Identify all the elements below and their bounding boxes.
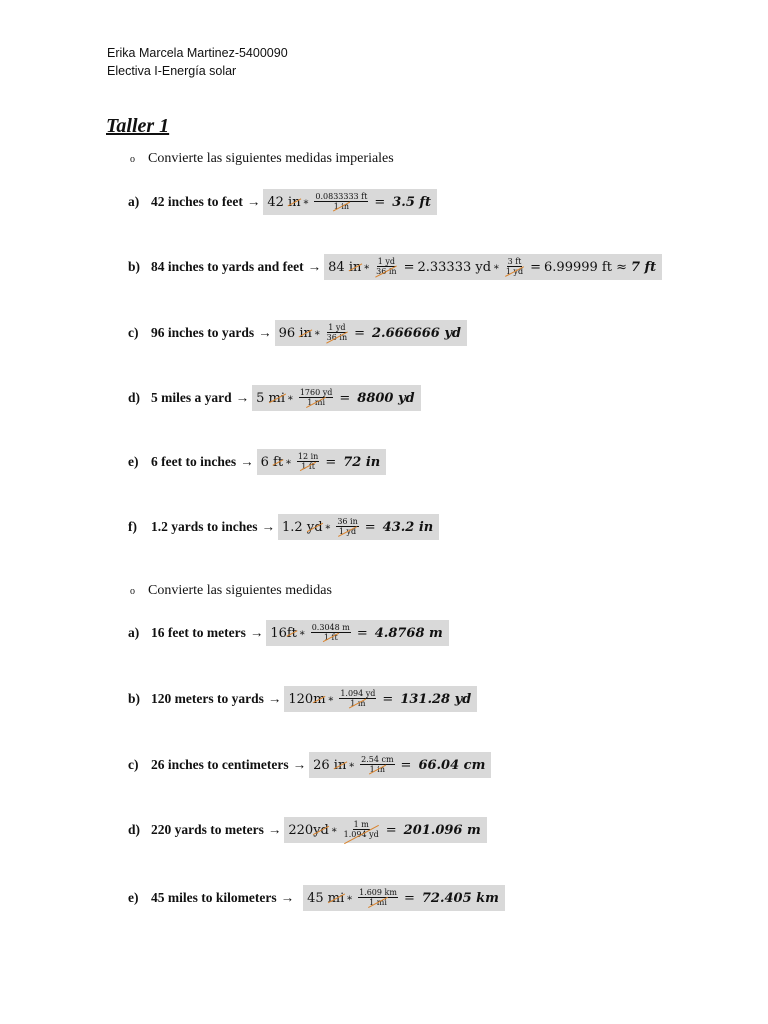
fraction-numerator: 0.3048 m bbox=[311, 622, 350, 632]
times-icon: ∗ bbox=[493, 261, 500, 273]
item-letter: e) bbox=[128, 454, 139, 469]
arrow-icon: → bbox=[280, 890, 295, 905]
eq-result: 131.28 yd bbox=[400, 691, 472, 707]
fraction-numerator: 1 yd bbox=[377, 256, 395, 266]
item-question: 42 inches to feet bbox=[151, 194, 243, 209]
author-line: Erika Marcela Martinez-5400090 bbox=[107, 46, 288, 60]
item-letter: b) bbox=[128, 691, 141, 706]
eq-intermediate: 2.33333 yd bbox=[417, 259, 492, 275]
fraction-denominator: 1 yd bbox=[338, 526, 357, 536]
equals-sign: = bbox=[385, 822, 397, 838]
item-question: 5 miles a yard bbox=[151, 390, 232, 405]
fraction-denominator: 36 in bbox=[326, 332, 348, 342]
equation bbox=[278, 514, 439, 540]
eq-result: 72 in bbox=[343, 454, 381, 470]
eq-unit: in bbox=[333, 757, 347, 773]
equals-sign: = bbox=[530, 259, 542, 275]
item-question: 96 inches to yards bbox=[151, 325, 255, 340]
arrow-icon: → bbox=[240, 454, 254, 469]
eq-unit: ft bbox=[286, 625, 297, 641]
fraction-numerator: 1.609 km bbox=[359, 887, 397, 897]
list-item bbox=[128, 817, 487, 843]
fraction-denominator: 1 in bbox=[333, 201, 350, 211]
fraction bbox=[297, 452, 319, 471]
fraction bbox=[314, 192, 368, 211]
times-icon: ∗ bbox=[285, 456, 292, 468]
fraction-denominator: 1 yd bbox=[505, 266, 524, 276]
fraction-numerator: 0.0833333 ft bbox=[315, 191, 368, 201]
eq-result: 43.2 in bbox=[382, 519, 434, 535]
eq-value: 5 bbox=[256, 390, 265, 406]
fraction-denominator: 36 in bbox=[376, 266, 397, 276]
fraction-denominator: 1 m bbox=[350, 698, 366, 708]
eq-value: 42 bbox=[267, 194, 284, 210]
fraction-denominator: 1.094 yd bbox=[343, 829, 379, 839]
list-item bbox=[128, 686, 477, 712]
times-icon: ∗ bbox=[287, 392, 294, 404]
item-letter: a) bbox=[128, 625, 140, 640]
item-letter: c) bbox=[128, 325, 139, 340]
fraction bbox=[326, 323, 348, 342]
fraction-numerator: 3 ft bbox=[507, 256, 522, 266]
fraction-numerator: 1.094 yd bbox=[340, 688, 376, 698]
equation bbox=[263, 189, 437, 215]
item-question: 84 inches to yards and feet bbox=[151, 259, 304, 274]
equals-sign: = bbox=[400, 757, 412, 773]
fraction-denominator: 1 mi bbox=[307, 397, 325, 407]
fraction bbox=[505, 257, 524, 276]
fraction bbox=[311, 623, 351, 642]
item-letter: e) bbox=[128, 890, 139, 905]
eq-result: 201.096 m bbox=[403, 822, 481, 838]
times-icon: ∗ bbox=[346, 892, 354, 904]
item-question: 45 miles to kilometers bbox=[151, 890, 277, 905]
arrow-icon: → bbox=[267, 822, 282, 837]
eq-unit: mi bbox=[268, 390, 286, 406]
list-item bbox=[128, 449, 386, 475]
eq-value: 45 bbox=[307, 890, 324, 906]
eq-value: 96 bbox=[278, 325, 296, 341]
eq-value: 26 bbox=[313, 757, 330, 773]
section-bullet bbox=[130, 151, 394, 167]
eq-unit: in bbox=[299, 325, 312, 341]
times-icon: ∗ bbox=[327, 693, 335, 705]
fraction-numerator: 1 m bbox=[353, 819, 369, 829]
equals-sign: = bbox=[339, 390, 351, 406]
eq-value: 84 bbox=[328, 259, 345, 275]
item-question: 220 yards to meters bbox=[151, 822, 264, 837]
item-letter: c) bbox=[128, 757, 139, 772]
fraction bbox=[358, 888, 398, 907]
arrow-icon: → bbox=[246, 194, 261, 209]
eq-unit: yd bbox=[313, 822, 329, 838]
list-item bbox=[128, 189, 437, 215]
item-letter: d) bbox=[128, 822, 141, 837]
eq-unit: in bbox=[348, 259, 362, 275]
fraction-numerator: 12 in bbox=[297, 451, 319, 461]
eq-result: 72.405 km bbox=[421, 890, 499, 906]
item-question: 1.2 yards to inches bbox=[151, 519, 258, 534]
fraction-numerator: 36 in bbox=[337, 516, 358, 526]
item-question: 120 meters to yards bbox=[151, 691, 264, 706]
list-item bbox=[128, 320, 467, 346]
item-letter: b) bbox=[128, 259, 141, 274]
bullet-circle-icon: o bbox=[130, 153, 135, 165]
bullet-text: Convierte las siguientes medidas imperiales bbox=[148, 151, 394, 166]
item-letter: a) bbox=[128, 194, 140, 209]
times-icon: ∗ bbox=[313, 327, 321, 339]
fraction-numerator: 1 yd bbox=[328, 322, 346, 332]
eq-result: 4.8768 m bbox=[374, 625, 443, 641]
fraction bbox=[375, 257, 397, 276]
fraction-denominator: 1 mi bbox=[369, 897, 387, 907]
arrow-icon: → bbox=[292, 757, 307, 772]
eq-value: 1.2 bbox=[282, 519, 303, 535]
eq-unit: in bbox=[288, 194, 301, 210]
equals-sign: = bbox=[356, 625, 368, 641]
fraction bbox=[343, 820, 380, 839]
course-line: Electiva I-Energía solar bbox=[107, 64, 237, 78]
list-item bbox=[128, 885, 505, 911]
equation bbox=[324, 254, 662, 280]
times-icon: ∗ bbox=[330, 824, 338, 836]
fraction bbox=[299, 388, 334, 407]
arrow-icon: → bbox=[261, 519, 276, 534]
times-icon: ∗ bbox=[324, 521, 332, 533]
header bbox=[107, 44, 288, 80]
equals-sign: = bbox=[325, 454, 337, 470]
fraction bbox=[360, 755, 394, 774]
times-icon: ∗ bbox=[348, 759, 356, 771]
eq-approx: 6.99999 ft ≈ bbox=[544, 259, 627, 275]
eq-value: 220 bbox=[288, 822, 314, 838]
equals-sign: = bbox=[364, 519, 376, 535]
equation bbox=[284, 817, 486, 843]
page-title: Taller 1 bbox=[106, 115, 170, 137]
fraction-denominator: 1 in bbox=[369, 764, 385, 774]
equation bbox=[284, 686, 477, 712]
fraction-numerator: 1760 yd bbox=[299, 387, 333, 397]
equation bbox=[303, 885, 505, 911]
eq-unit: ft bbox=[273, 454, 284, 470]
eq-result: 3.5 ft bbox=[392, 194, 432, 210]
list-item bbox=[128, 620, 449, 646]
list-item bbox=[128, 254, 662, 280]
times-icon: ∗ bbox=[298, 627, 306, 639]
equals-sign: = bbox=[403, 890, 415, 906]
eq-result: 7 ft bbox=[630, 259, 657, 275]
arrow-icon: → bbox=[235, 390, 250, 405]
section-bullet bbox=[130, 583, 332, 599]
eq-unit: yd bbox=[306, 519, 323, 535]
item-letter: f) bbox=[128, 519, 137, 534]
item-question: 6 feet to inches bbox=[151, 454, 237, 469]
equals-sign: = bbox=[403, 259, 415, 275]
bullet-text: Convierte las siguientes medidas bbox=[148, 583, 332, 598]
eq-result: 8800 yd bbox=[357, 390, 415, 406]
fraction-denominator: 1 ft bbox=[301, 461, 315, 471]
list-item bbox=[128, 752, 491, 778]
item-letter: d) bbox=[128, 390, 141, 405]
equation bbox=[275, 320, 467, 346]
fraction bbox=[339, 689, 376, 708]
equals-sign: = bbox=[382, 691, 394, 707]
fraction bbox=[336, 517, 358, 536]
equation bbox=[309, 752, 491, 778]
eq-unit: mi bbox=[327, 890, 345, 906]
eq-value: 6 bbox=[260, 454, 269, 470]
fraction-numerator: 2.54 cm bbox=[361, 754, 394, 764]
arrow-icon: → bbox=[258, 325, 272, 340]
arrow-icon: → bbox=[249, 625, 264, 640]
equation bbox=[266, 620, 448, 646]
fraction-denominator: 1 ft bbox=[323, 632, 338, 642]
item-question: 16 feet to meters bbox=[151, 625, 246, 640]
times-icon: ∗ bbox=[302, 196, 310, 208]
equals-sign: = bbox=[354, 325, 365, 341]
eq-unit: m bbox=[313, 691, 326, 707]
equation bbox=[257, 449, 387, 475]
bullet-circle-icon: o bbox=[130, 585, 135, 597]
eq-result: 2.666666 yd bbox=[372, 325, 462, 341]
arrow-icon: → bbox=[267, 691, 282, 706]
item-question: 26 inches to centimeters bbox=[151, 757, 289, 772]
equation bbox=[252, 385, 421, 411]
eq-value: 16 bbox=[270, 625, 287, 641]
list-item bbox=[128, 385, 421, 411]
eq-result: 66.04 cm bbox=[418, 757, 486, 773]
times-icon: ∗ bbox=[363, 261, 371, 273]
eq-value: 120 bbox=[288, 691, 314, 707]
list-item bbox=[128, 514, 439, 540]
arrow-icon: → bbox=[307, 259, 322, 274]
equals-sign: = bbox=[374, 194, 386, 210]
